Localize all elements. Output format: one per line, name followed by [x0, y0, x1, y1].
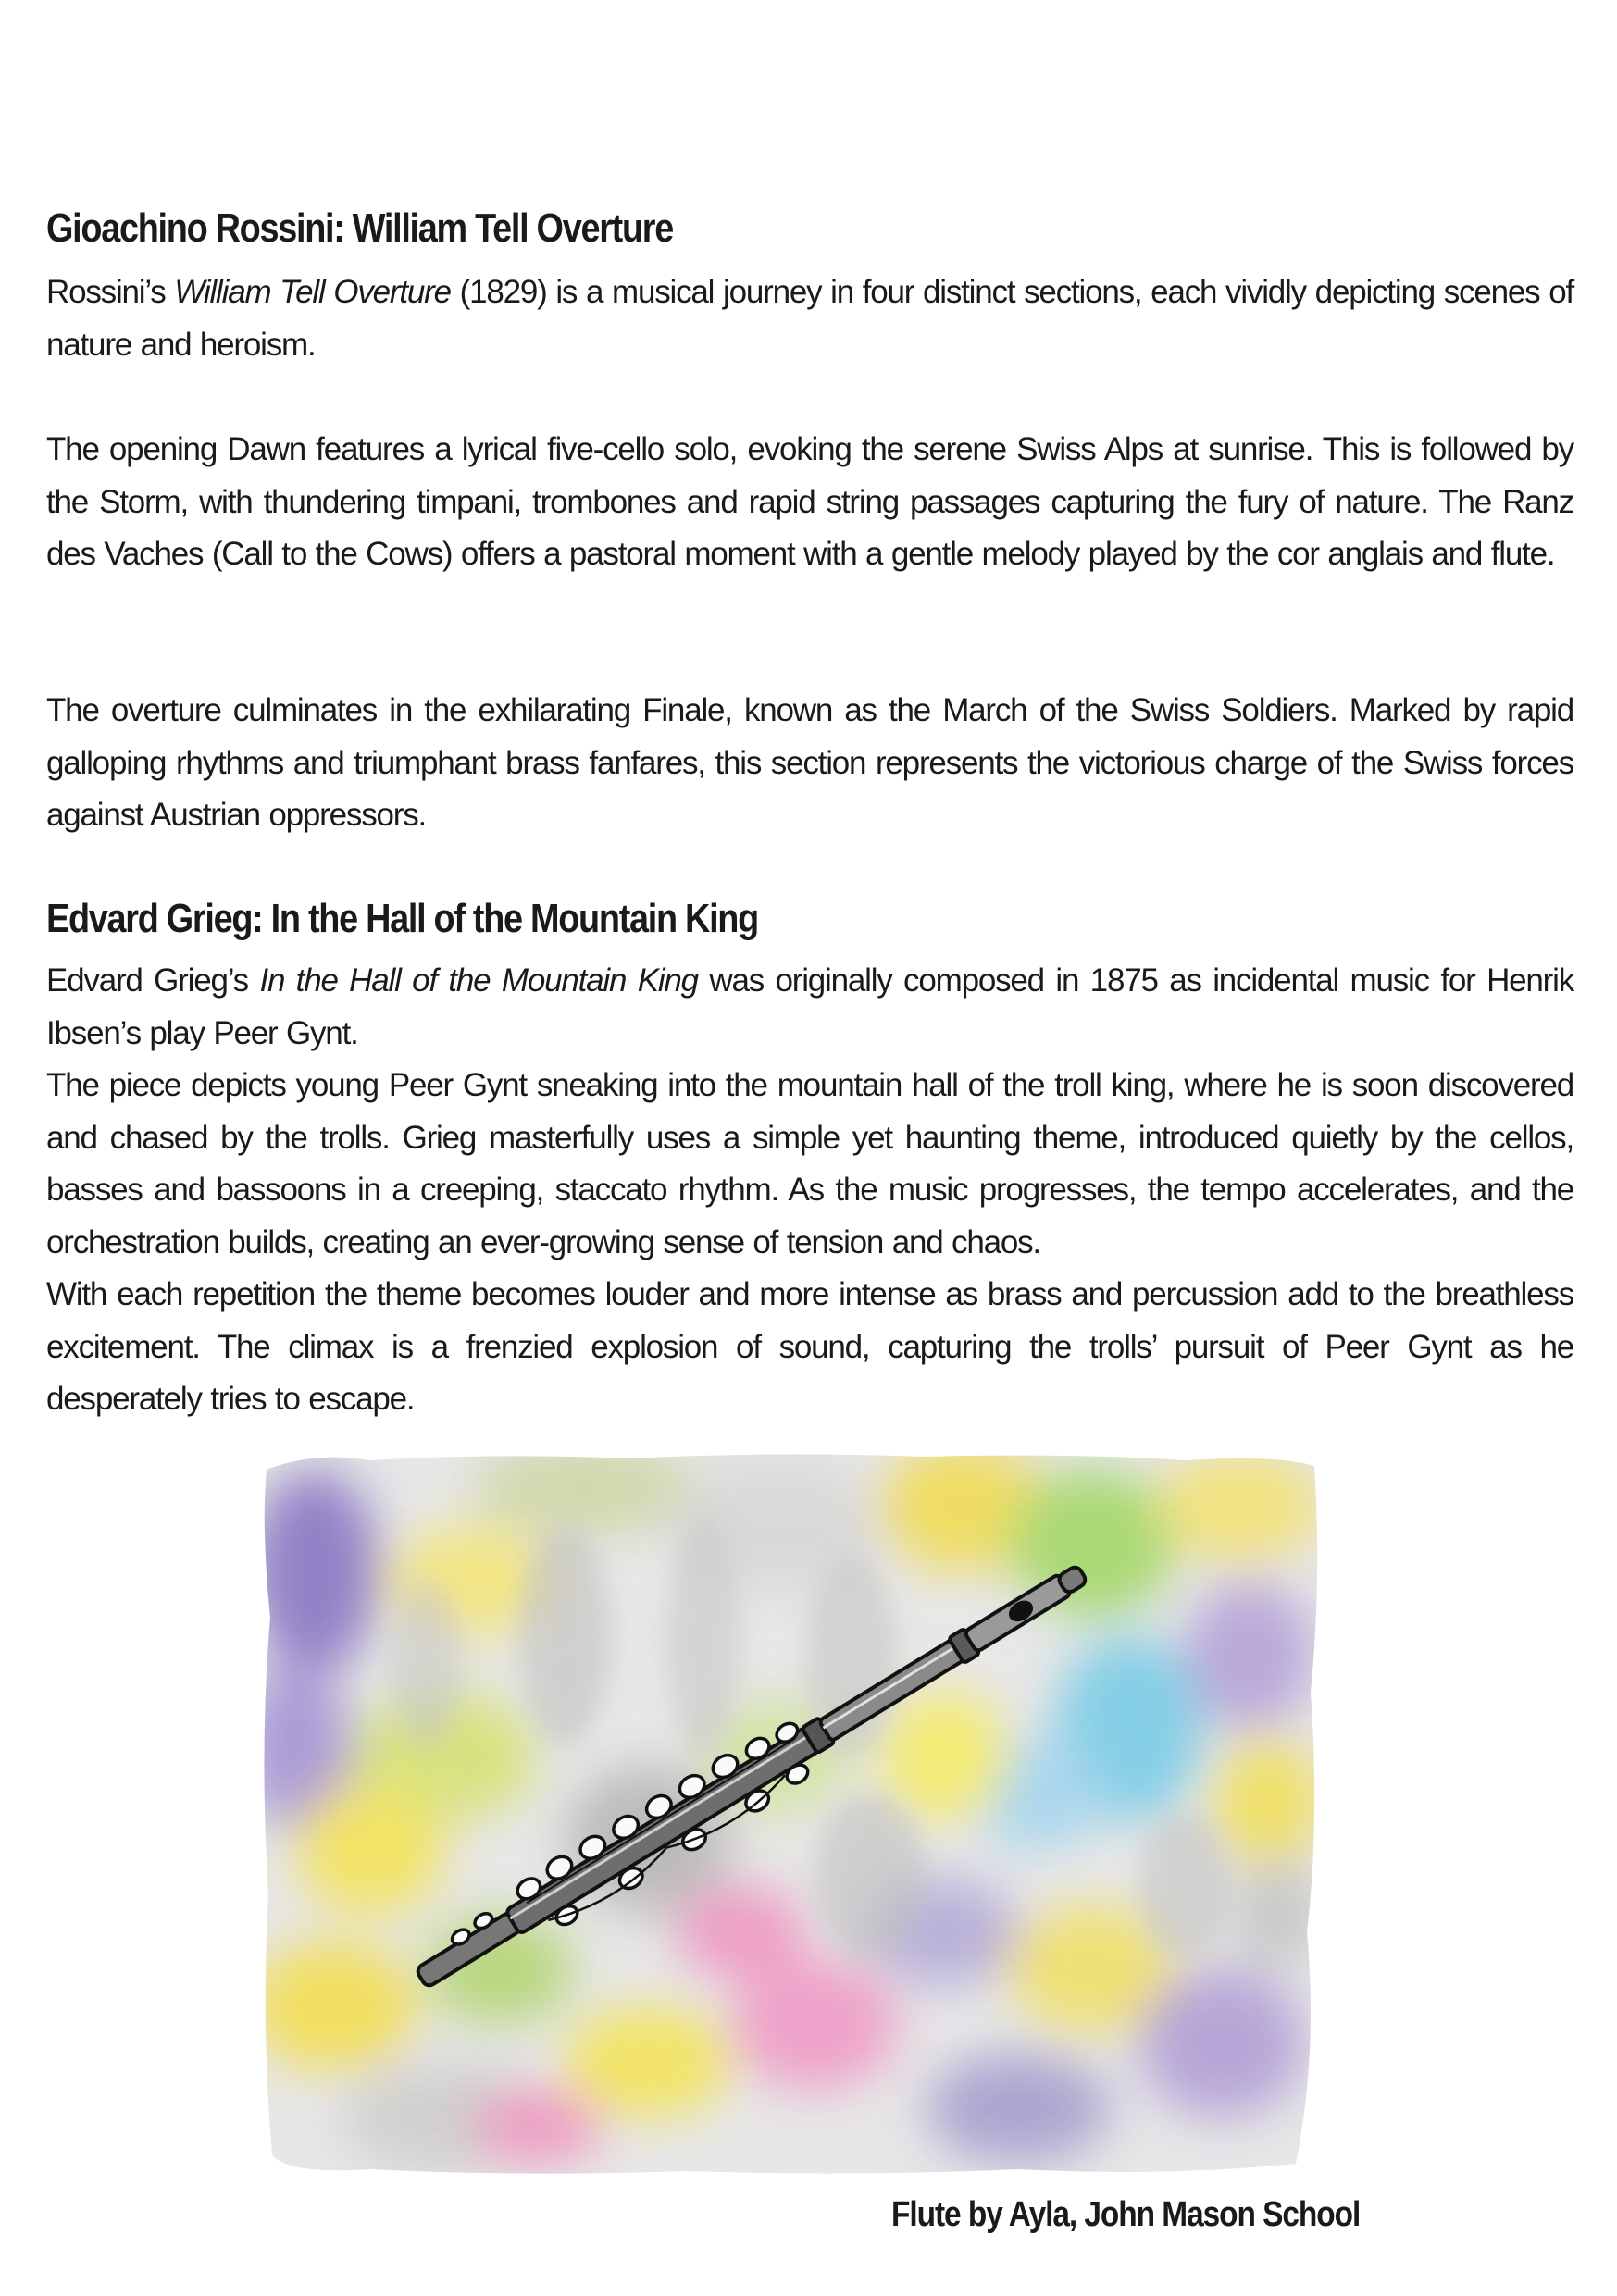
rossini-intro-lead: Rossini’s: [46, 274, 175, 310]
grieg-story-paragraph: The piece depicts young Peer Gynt sneaking into the mountain hall of the troll king, where he is soon discovered and chased by the trolls. Grieg masterfully uses a simple yet haunting theme, introduced quietly by the cellos, basses and bassoons in a creeping, staccato rhythm. As the music progresses, the tempo accelerates, and the orchestration builds, creating an ever-growing sense of tension and chaos.: [46, 1067, 1573, 1260]
section-title-grieg: Edvard Grieg: In the Hall of the Mountain King: [46, 896, 758, 941]
grieg-intro-lead: Edvard Grieg’s: [46, 962, 260, 999]
rossini-sections-paragraph: The opening Dawn features a lyrical five-cello solo, evoking the serene Swiss Alps at sunrise. This is followed by the Storm, with thundering timpani, trombones and rapid string passages capturing the fury of nature. The Ranz des Vaches (Call to the Cows) offers a pastoral moment with a gentle melody played by the cor anglais and flute.: [46, 431, 1573, 572]
rossini-intro-rest: (1829) is a musical journey in four distinct sections, each vividly depicting scenes of nature and heroism.: [46, 274, 1573, 363]
grieg-climax-paragraph: With each repetition the theme becomes louder and more intense as brass and percussion add to the breathless excitement. The climax is a frenzied explosion of sound, capturing the trolls’ pursuit of Peer Gynt as he desperately tries to escape.: [46, 1276, 1573, 1417]
section-title-rossini: Gioachino Rossini: William Tell Overture: [46, 205, 673, 251]
rossini-work-title: William Tell Overture: [174, 274, 451, 310]
grieg-intro-rest: was originally composed in 1875 as incidental music for Henrik Ibsen’s play Peer Gynt.: [46, 962, 1574, 1051]
flute-artwork: [259, 1451, 1322, 2177]
artwork-caption: Flute by Ayla, John Mason School: [891, 2195, 1361, 2234]
grieg-work-title: In the Hall of the Mountain King: [259, 962, 698, 999]
flute-watercolour-icon: [259, 1451, 1322, 2177]
grieg-intro-paragraph: [46, 955, 1573, 1060]
rossini-finale-paragraph: The overture culminates in the exhilarating Finale, known as the March of the Swiss Soldiers. Marked by rapid galloping rhythms and triumphant brass fanfares, this section represents the victorious charge of the Swiss forces against Austrian oppressors.: [46, 692, 1573, 833]
rossini-intro-paragraph: [46, 267, 1573, 371]
